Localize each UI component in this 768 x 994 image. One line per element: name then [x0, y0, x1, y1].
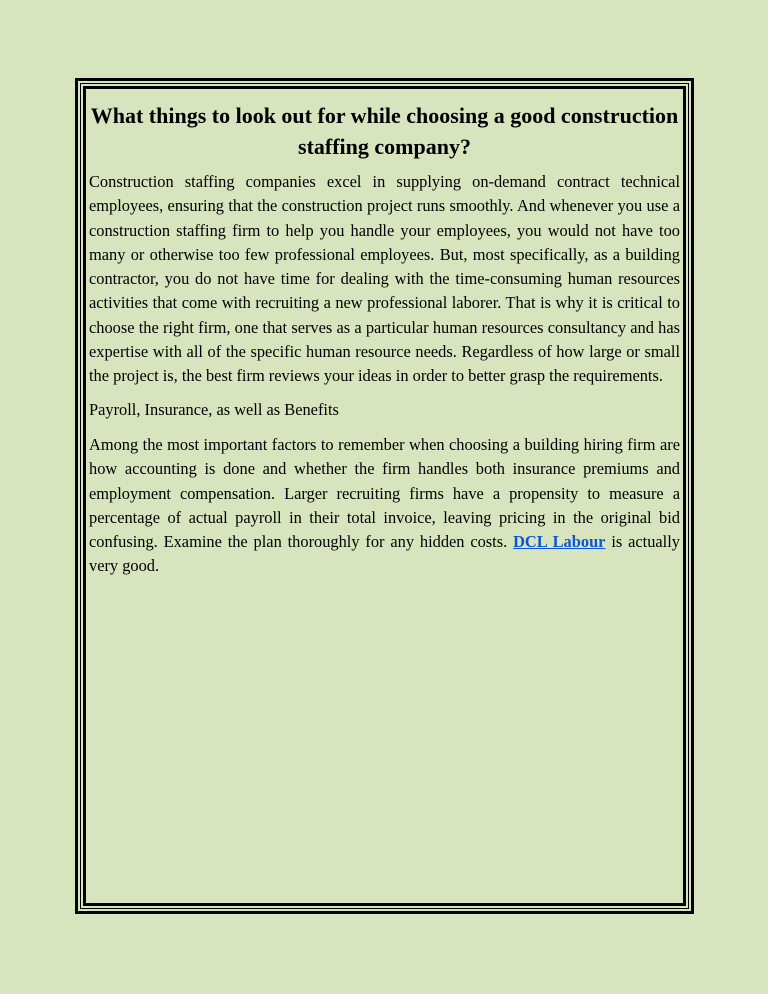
page-title: What things to look out for while choosing a good construction staffing company?	[90, 103, 679, 159]
intro-paragraph: Construction staffing companies excel in supplying on-demand contract technical employees, ensuring that the construction project runs smoothly. And whenever you use a construction staffing firm to help you handle your employees, you would not have too many or otherwise too few professional employees. But, most specifically, as a building contractor, you do not have time for dealing with the time-consuming human resources activities that come with recruiting a new professional laborer. That is why it is critical to choose the right firm, one that serves as a particular human resources consultancy and has expertise with all of the specific human resource needs. Regardless of how large or small the project is, the best firm reviews your ideas in order to better grasp the requirements.	[89, 172, 680, 386]
payroll-paragraph	[89, 433, 680, 579]
section-heading: Payroll, Insurance, as well as Benefits	[89, 399, 339, 419]
payroll-paragraph-tail: is actually very good.	[89, 532, 680, 576]
page-border-outer	[75, 78, 694, 914]
page-border-middle	[80, 83, 689, 909]
payroll-paragraph-text: Among the most important factors to remember when choosing a building hiring firm are how accounting is done and whether the firm handles both insurance premiums and employment compensation. Larger recruiting firms have a propensity to measure a percentage of actual payroll in their total invoice, leaving pricing in the original bid confusing. Examine the plan thoroughly for any hidden costs.	[89, 434, 680, 552]
page-content	[83, 86, 686, 906]
dcl-labour-link[interactable]: DCL Labour	[513, 532, 606, 552]
